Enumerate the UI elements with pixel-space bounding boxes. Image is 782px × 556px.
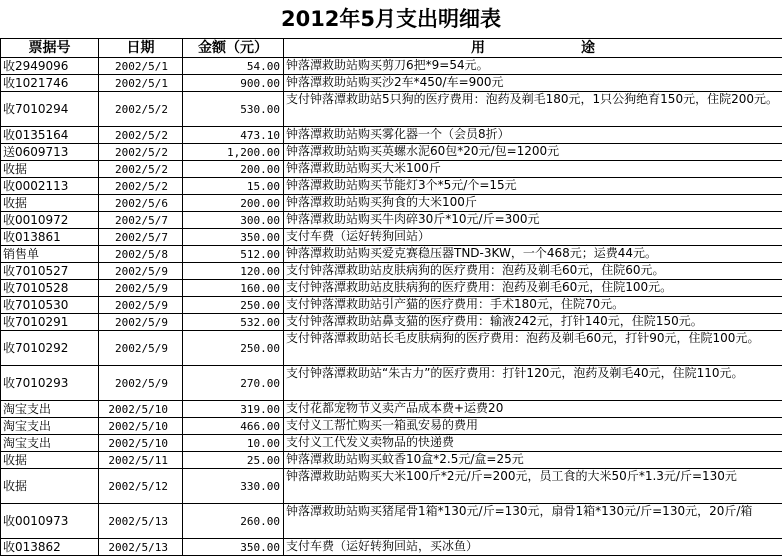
amount-cell[interactable]: 200.00	[183, 195, 284, 212]
table-row[interactable]	[1, 469, 782, 504]
use-cell[interactable]: 钟落潭救助站购买节能灯3个*5元/个=15元	[284, 178, 782, 195]
amount-cell[interactable]: 54.00	[183, 58, 284, 75]
date-cell[interactable]: 2002/5/10	[99, 418, 183, 435]
ticket-cell[interactable]: 收7010530	[1, 297, 99, 314]
table-row[interactable]	[1, 504, 782, 539]
date-cell[interactable]: 2002/5/9	[99, 314, 183, 331]
use-cell[interactable]: 钟落潭救助站购买牛肉碎30斤*10元/斤=300元	[284, 212, 782, 229]
date-cell[interactable]: 2002/5/2	[99, 161, 183, 178]
amount-cell[interactable]: 1,200.00	[183, 144, 284, 161]
date-cell[interactable]: 2002/5/7	[99, 212, 183, 229]
date-cell[interactable]: 2002/5/6	[99, 195, 183, 212]
use-cell[interactable]: 支付花都宠物节义卖产品成本费+运费20	[284, 401, 782, 418]
ticket-cell[interactable]: 收7010527	[1, 263, 99, 280]
table-row[interactable]	[1, 452, 782, 469]
use-cell[interactable]: 支付钟落潭救助站引产猫的医疗费用：手术180元，住院70元。	[284, 297, 782, 314]
table-row[interactable]	[1, 58, 782, 75]
use-cell[interactable]: 支付车费（运好转狗回站，买冰鱼）	[284, 539, 782, 556]
ticket-cell[interactable]: 收0002113	[1, 178, 99, 195]
date-cell[interactable]: 2002/5/10	[99, 401, 183, 418]
use-cell[interactable]: 支付义工帮忙购买一箱虱安易的费用	[284, 418, 782, 435]
date-cell[interactable]: 2002/5/9	[99, 297, 183, 314]
ticket-cell[interactable]: 淘宝支出	[1, 435, 99, 452]
table-row[interactable]	[1, 127, 782, 144]
date-cell[interactable]: 2002/5/2	[99, 127, 183, 144]
use-cell[interactable]: 支付钟落潭救助站长毛皮肤病狗的医疗费用：泡药及剃毛60元，打针90元，住院100元。	[284, 331, 782, 366]
table-body	[1, 58, 782, 556]
header-row	[1, 39, 782, 58]
use-cell[interactable]: 支付车费（运好转狗回站）	[284, 229, 782, 246]
table-row[interactable]	[1, 195, 782, 212]
amount-cell[interactable]: 10.00	[183, 435, 284, 452]
table-row[interactable]	[1, 314, 782, 331]
ticket-cell[interactable]: 送0609713	[1, 144, 99, 161]
ticket-cell[interactable]: 销售单	[1, 246, 99, 263]
header-ticket: 票据号	[1, 39, 99, 58]
date-cell[interactable]: 2002/5/10	[99, 435, 183, 452]
ticket-cell[interactable]: 收0010972	[1, 212, 99, 229]
amount-cell[interactable]: 350.00	[183, 539, 284, 556]
amount-cell[interactable]: 250.00	[183, 297, 284, 314]
sheet-title: 2012年5月支出明细表	[0, 0, 782, 38]
date-cell[interactable]: 2002/5/9	[99, 280, 183, 297]
table-row[interactable]	[1, 435, 782, 452]
ticket-cell[interactable]: 淘宝支出	[1, 401, 99, 418]
date-cell[interactable]: 2002/5/11	[99, 452, 183, 469]
amount-cell[interactable]: 530.00	[183, 92, 284, 127]
use-cell[interactable]: 钟落潭救助站购买狗食的大米100斤	[284, 195, 782, 212]
use-cell[interactable]: 钟落潭救助站购买爱克赛稳压器TND-3KW，一个468元；运费44元。	[284, 246, 782, 263]
date-cell[interactable]: 2002/5/9	[99, 366, 183, 401]
amount-cell[interactable]: 120.00	[183, 263, 284, 280]
date-cell[interactable]: 2002/5/1	[99, 58, 183, 75]
amount-cell[interactable]: 319.00	[183, 401, 284, 418]
header-amount: 金额（元）	[183, 39, 284, 58]
table-row[interactable]	[1, 418, 782, 435]
amount-cell[interactable]: 200.00	[183, 161, 284, 178]
date-cell[interactable]: 2002/5/9	[99, 263, 183, 280]
table-row[interactable]	[1, 539, 782, 556]
amount-cell[interactable]: 15.00	[183, 178, 284, 195]
amount-cell[interactable]: 300.00	[183, 212, 284, 229]
amount-cell[interactable]: 466.00	[183, 418, 284, 435]
use-cell[interactable]: 支付义工代发义卖物品的快递费	[284, 435, 782, 452]
amount-cell[interactable]: 330.00	[183, 469, 284, 504]
use-cell[interactable]: 钟落潭救助站购买雾化器一个（会员8折）	[284, 127, 782, 144]
ticket-cell[interactable]: 收据	[1, 469, 99, 504]
ticket-cell[interactable]: 淘宝支出	[1, 418, 99, 435]
use-cell[interactable]: 钟落潭救助站购买大米100斤*2元/斤=200元，员工食的大米50斤*1.3元/斤=130元	[284, 469, 782, 504]
date-cell[interactable]: 2002/5/8	[99, 246, 183, 263]
ticket-cell[interactable]: 收0135164	[1, 127, 99, 144]
table-row[interactable]	[1, 144, 782, 161]
header-use-part-2: 途	[581, 40, 595, 56]
table-row[interactable]	[1, 161, 782, 178]
table-row[interactable]	[1, 263, 782, 280]
table-row[interactable]	[1, 246, 782, 263]
amount-cell[interactable]: 260.00	[183, 504, 284, 539]
ticket-cell[interactable]: 收0010973	[1, 504, 99, 539]
table-row[interactable]	[1, 366, 782, 401]
ticket-cell[interactable]: 收7010293	[1, 366, 99, 401]
amount-cell[interactable]: 250.00	[183, 331, 284, 366]
ticket-cell[interactable]: 收据	[1, 195, 99, 212]
ticket-cell[interactable]: 收7010294	[1, 92, 99, 127]
use-cell[interactable]: 钟落潭救助站购买蚊香10盒*2.5元/盒=25元	[284, 452, 782, 469]
date-cell[interactable]: 2002/5/1	[99, 75, 183, 92]
use-cell[interactable]: 支付钟落潭救助站“朱古力”的医疗费用：打针120元，泡药及剃毛40元，住院110元。	[284, 366, 782, 401]
use-cell[interactable]: 钟落潭救助站购买沙2车*450/车=900元	[284, 75, 782, 92]
table-row[interactable]	[1, 331, 782, 366]
amount-cell[interactable]: 350.00	[183, 229, 284, 246]
ticket-cell[interactable]: 收013861	[1, 229, 99, 246]
header-use-part-1: 用	[471, 40, 485, 56]
ticket-cell[interactable]: 收013862	[1, 539, 99, 556]
table-row[interactable]	[1, 75, 782, 92]
amount-cell[interactable]: 270.00	[183, 366, 284, 401]
amount-cell[interactable]: 532.00	[183, 314, 284, 331]
use-cell[interactable]: 支付钟落潭救助站5只狗的医疗费用：泡药及剃毛180元，1只公狗绝育150元，住院200元。	[284, 92, 782, 127]
use-cell[interactable]: 钟落潭救助站购买英螺水泥60包*20元/包=1200元	[284, 144, 782, 161]
ticket-cell[interactable]: 收7010528	[1, 280, 99, 297]
expense-table	[0, 38, 782, 556]
table-row[interactable]	[1, 92, 782, 127]
use-cell[interactable]: 钟落潭救助站购买剪刀6把*9=54元。	[284, 58, 782, 75]
date-cell[interactable]: 2002/5/12	[99, 469, 183, 504]
amount-cell[interactable]: 473.10	[183, 127, 284, 144]
amount-cell[interactable]: 900.00	[183, 75, 284, 92]
table-row[interactable]	[1, 212, 782, 229]
use-cell[interactable]: 支付钟落潭救助站皮肤病狗的医疗费用：泡药及剃毛60元，住院60元。	[284, 263, 782, 280]
table-row[interactable]	[1, 178, 782, 195]
table-row[interactable]	[1, 280, 782, 297]
table-row[interactable]	[1, 229, 782, 246]
date-cell[interactable]: 2002/5/13	[99, 504, 183, 539]
use-cell[interactable]: 支付钟落潭救助站皮肤病狗的医疗费用：泡药及剃毛60元，住院100元。	[284, 280, 782, 297]
use-cell[interactable]: 支付钟落潭救助站鼻支猫的医疗费用：输液242元，打针140元，住院150元。	[284, 314, 782, 331]
amount-cell[interactable]: 25.00	[183, 452, 284, 469]
date-cell[interactable]: 2002/5/9	[99, 331, 183, 366]
ticket-cell[interactable]: 收7010291	[1, 314, 99, 331]
ticket-cell[interactable]: 收据	[1, 161, 99, 178]
amount-cell[interactable]: 160.00	[183, 280, 284, 297]
table-row[interactable]	[1, 401, 782, 418]
amount-cell[interactable]: 512.00	[183, 246, 284, 263]
date-cell[interactable]: 2002/5/2	[99, 92, 183, 127]
ticket-cell[interactable]: 收7010292	[1, 331, 99, 366]
header-use	[284, 39, 782, 58]
use-cell[interactable]: 钟落潭救助站购买猪尾骨1箱*130元/斤=130元，扇骨1箱*130元/斤=130元，20斤/箱	[284, 504, 782, 539]
date-cell[interactable]: 2002/5/7	[99, 229, 183, 246]
ticket-cell[interactable]: 收1021746	[1, 75, 99, 92]
header-date: 日期	[99, 39, 183, 58]
date-cell[interactable]: 2002/5/13	[99, 539, 183, 556]
ticket-cell[interactable]: 收2949096	[1, 58, 99, 75]
date-cell[interactable]: 2002/5/2	[99, 144, 183, 161]
use-cell[interactable]: 钟落潭救助站购买大米100斤	[284, 161, 782, 178]
table-row[interactable]	[1, 297, 782, 314]
date-cell[interactable]: 2002/5/2	[99, 178, 183, 195]
ticket-cell[interactable]: 收据	[1, 452, 99, 469]
